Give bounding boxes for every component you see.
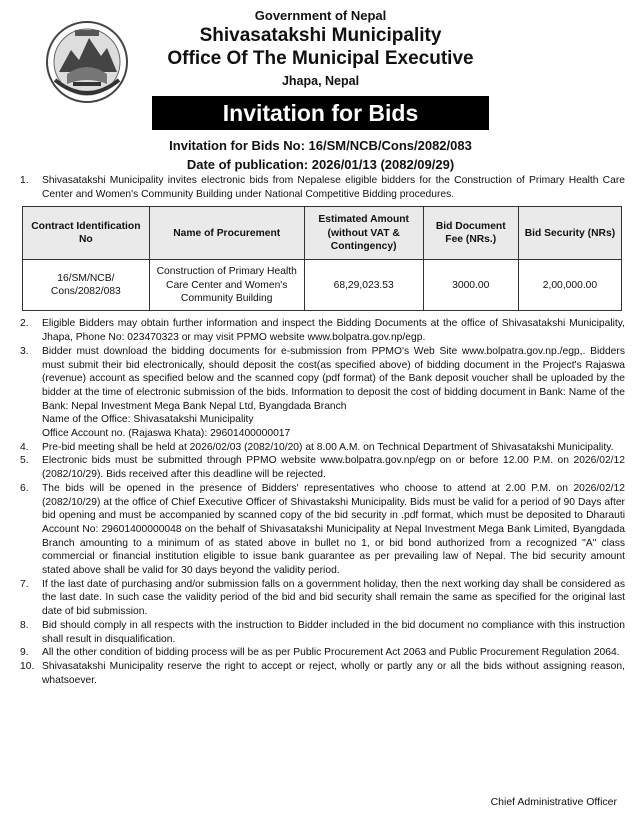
item-number: 8. [20,619,29,631]
item-text: Bid should comply in all respects with the instruction to Bidder included in the bid document no compliance with this instruction shall result in disqualification. [42,619,625,645]
conditions-list-continued [16,317,625,687]
government-emblem-icon [45,20,130,106]
item-number: 7. [20,578,29,590]
account-number-line: Office Account no. (Rajaswa Khata): 29601400000017 [42,428,291,440]
table-cell: Construction of Primary Health Care Center and Women's Community Building [149,260,304,311]
item-text-block [42,345,625,441]
item-text: The bids will be opened in the presence of Bidders' representatives who choose to attend at 2.00 P.M. on 2026/02/12 (2082/10/29) at the office of Chief Executive Officer of Shivastakshi Municipality. Bids must be valid for a period of 90 Days after bid opening and must be accompanied by scanned copy of the bid security in .pdf format, which must be deposited to Dharauti Account No: 29601400000048 on the behalf of Shivasatakshi Municipality at Nepal Investment Mega Bank Limited, Byangdada Branch amounting to a minimum of as stated above in bullet no 1, or bid bond authorized from a recognized "A" class commercial or financial institution eligible to issue bank guarantee as per prevailing law of Nepal. The bid security amount stated above shall be valid for 30 days beyond the validity period. [42,482,625,577]
column-header: Bid Document Fee (NRs.) [423,207,518,260]
item-text: Bidder must download the bidding documents for e-submission from PPMO's Web Site www.bolpatra.gov.np./egp,. Bidders must submit their bid electronically, should deposit the cost(as specified above) of bidding document in the Project's Rajaswa (revenue) account as specified below and the scanned copy (pdf format) of the Bank deposit voucher shall be uploaded by the bidder at the time of electronic submission of the bids. Information to deposit the cost of bidding document in Bank: Name of the Bank: Nepal Investment Mega Bank Nepal Ltd, Byangdada Branch [42,345,625,412]
table-cell: 3000.00 [423,260,518,311]
column-header: Contract Identification No [23,207,150,260]
list-item [16,345,625,441]
item-text: Eligible Bidders may obtain further information and inspect the Bidding Documents at the office of Shivasatakshi Municipality, Jhapa, Phone No: 023470323 or may visit PPMO website www.bolpatra.gov.np/egp. [42,318,625,344]
item-number: 4. [20,441,29,453]
signatory: Chief Administrative Officer [490,796,617,808]
office-name: Office Of The Municipal Executive [167,48,474,69]
item-number: 1. [20,175,29,186]
item-text: Shivasatakshi Municipality invites electronic bids from Nepalese eligible bidders for the Construction of Primary Health Care Center and Women's Community Building under National Competitive Bidding procedures. [42,175,625,200]
list-item [16,174,625,201]
banner-title: Invitation for Bids [152,96,489,130]
item-text: Shivasatakshi Municipality reserve the right to accept or reject, wholly or partly any or all the bids without assigning reason, whatsoever. [42,660,625,686]
item-number: 5. [20,455,29,467]
list-item [16,660,625,687]
list-item [16,482,625,578]
item-number: 9. [20,647,29,659]
list-item [16,317,625,344]
item-text: Pre-bid meeting shall be held at 2026/02/03 (2082/10/20) at 8.00 A.M. on Technical Department of Shivasatakshi Municipality. [42,441,614,453]
location: Jhapa, Nepal [281,74,360,88]
table-cell: 68,29,023.53 [304,260,423,311]
item-number: 6. [20,482,29,494]
table-row [23,260,622,311]
table-cell: 16/SM/NCB/ Cons/2082/083 [23,260,150,311]
column-header: Estimated Amount (without VAT & Contingency) [304,207,423,260]
invitation-number: Invitation for Bids No: 16/SM/NCB/Cons/2082/083 [169,138,472,153]
list-item [16,441,625,455]
list-item [16,646,625,660]
item-number: 3. [20,345,29,357]
publication-date: Date of publication: 2026/01/13 (2082/09/29) [186,157,455,172]
municipality-name: Shivasatakshi Municipality [199,25,442,46]
column-header: Bid Security (NRs) [518,207,621,260]
table-cell: 2,00,000.00 [518,260,621,311]
office-name-line: Name of the Office: Shivasatakshi Municipality [42,414,254,426]
list-item [16,578,625,619]
item-text: Electronic bids must be submitted through PPMO website www.bolpatra.gov.np/egp on or before 12.00 P.M. on 2026/02/12 (2082/10/29). Bids received after this deadline will be rejected. [42,455,625,481]
list-item [16,454,625,481]
item-text: If the last date of purchasing and/or submission falls on a government holiday, then the next working day shall be considered as the last date. In such case the validity period of the bid and bid security shall remain the same as specified for the original last date of bid submission. [42,578,625,618]
table-header-row [23,207,622,260]
item-number: 2. [20,318,29,330]
bid-table [22,206,622,311]
item-text: All the other condition of bidding process will be as per Public Procurement Act 2063 and Public Procurement Regulation 2064. [42,647,620,659]
conditions-list [16,174,625,201]
list-item [16,619,625,646]
column-header: Name of Procurement [149,207,304,260]
government-title: Government of Nepal [254,8,387,23]
item-number: 10. [20,660,35,672]
